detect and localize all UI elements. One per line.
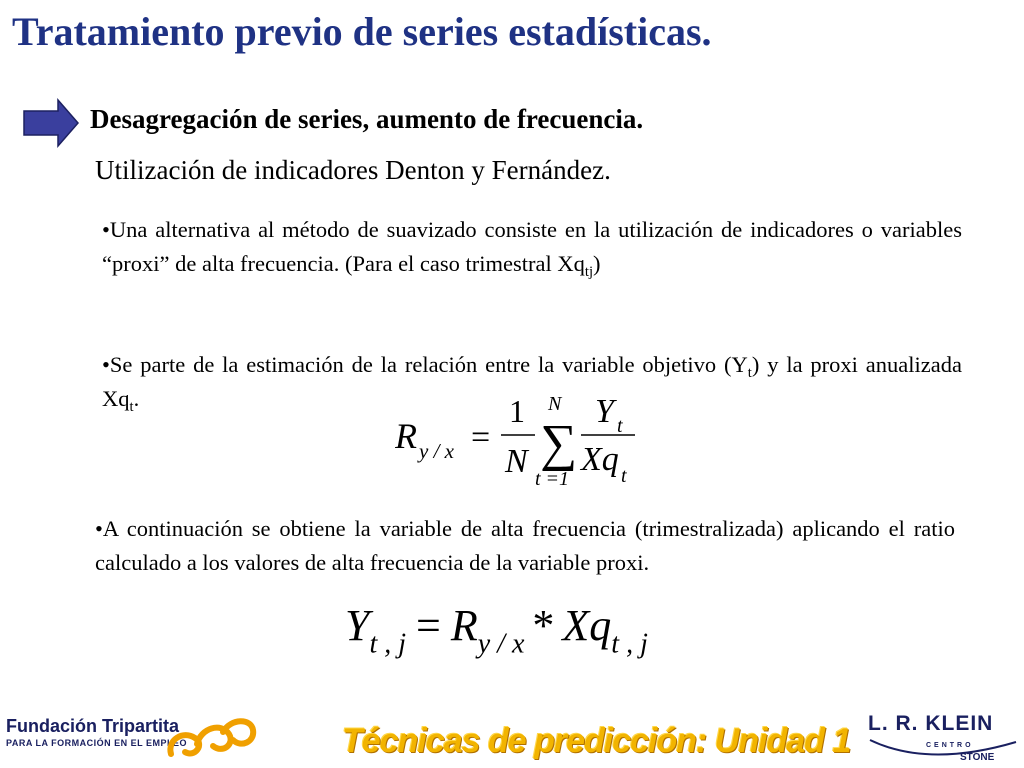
org-name: Fundación Tripartita — [6, 716, 180, 736]
section-subheading: Utilización de indicadores Denton y Fernández. — [95, 155, 611, 185]
svg-text:Xq: Xq — [581, 441, 619, 478]
course-title: Técnicas de predicción: Unidad 1 — [342, 722, 851, 760]
right-arrow-icon — [22, 98, 80, 148]
svg-text:N: N — [548, 393, 562, 415]
svg-text:t =1: t =1 — [535, 468, 570, 490]
svg-text:N: N — [505, 443, 528, 480]
section-heading: Desagregación de series, aumento de frecuencia. — [90, 104, 644, 134]
logo-main-text: L. R. KLEIN — [868, 712, 994, 735]
svg-text:y / x: y / x — [419, 439, 454, 463]
bullet-paragraph-1: •Una alternativa al método de suavizado consiste en la utilización de indicadores o variables “proxi” de alta frecuencia. (Para el caso trimestral $Xq_{tj}$) — [102, 217, 962, 281]
tripartita-ornament-icon — [165, 714, 257, 762]
svg-text:1: 1 — [509, 393, 525, 429]
bullet-paragraph-2: •Se parte de la estimación de la relación entre la variable objetivo $(Y_t)$ y la proxi anualizada $Xq_t$. — [102, 352, 962, 416]
org-tagline: PARA LA FORMACIÓN EN EL EMPLEO — [6, 738, 188, 748]
logo-stone-text: STONE — [960, 752, 995, 763]
svg-text:Y: Y — [595, 393, 614, 430]
fundacion-tripartita-logo — [6, 716, 187, 748]
svg-text:=: = — [471, 419, 491, 456]
svg-text:t: t — [621, 465, 627, 487]
svg-text:R: R — [395, 416, 417, 456]
svg-text:t: t — [617, 415, 623, 437]
logo-centro-text: CENTRO — [926, 742, 974, 749]
svg-text:∑: ∑ — [540, 415, 578, 472]
bullet-paragraph-3: •A continuación se obtiene la variable de alta frecuencia (trimestralizada) aplicando el ratio calculado a los valores de alta frecuencia de la variable proxi. — [95, 516, 955, 575]
klein-center-logo — [868, 712, 1018, 766]
ratio-formula — [395, 390, 655, 500]
slide-title: Tratamiento previo de series estadísticas. — [12, 9, 712, 54]
disaggregation-formula: $Y_{t , j} = R_{y / x} * Xq_{t , j}$ — [345, 601, 648, 660]
